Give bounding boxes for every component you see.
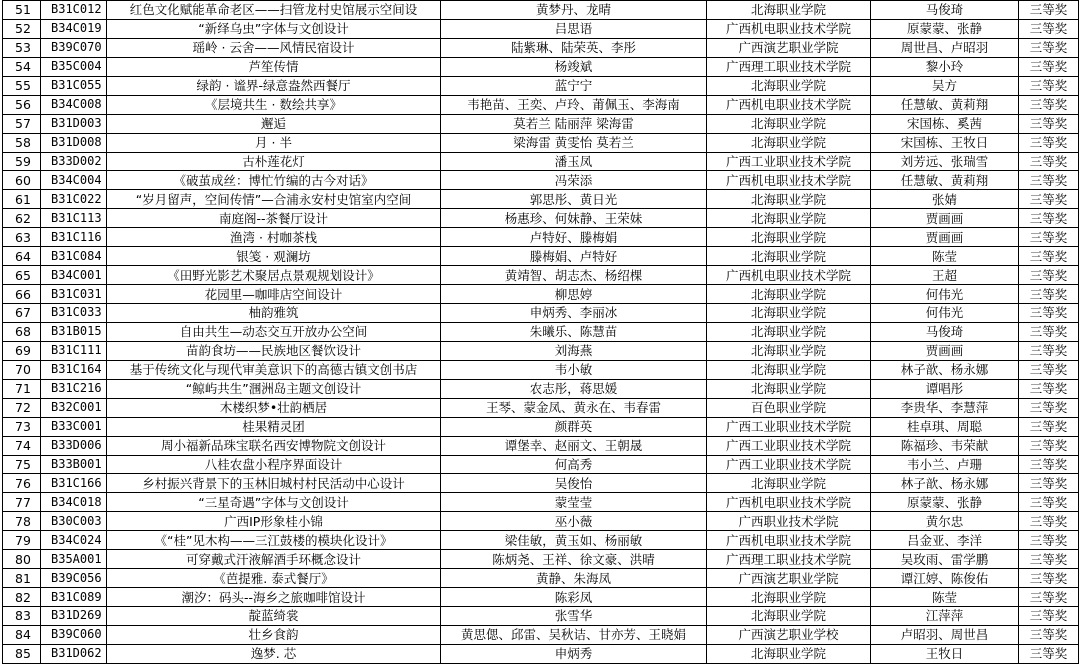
award-level-cell: 三等奖 — [1019, 569, 1079, 588]
authors-cell: 黄梦丹、龙晴 — [441, 1, 707, 20]
table-row — [3, 417, 1079, 436]
entry-code-cell: B31C055 — [41, 76, 107, 95]
work-title-cell: 月 · 半 — [107, 133, 441, 152]
authors-cell: 黄思偲、邱雷、吴秋诘、甘亦芳、王晓娟 — [441, 625, 707, 644]
work-title-cell: 《破茧成丝：博忙竹编的古今对话》 — [107, 171, 441, 190]
award-level-cell: 三等奖 — [1019, 152, 1079, 171]
work-title-cell: “岁月留声，空间传情”—合浦永安村史馆室内空间 — [107, 190, 441, 209]
entry-code-cell: B34C001 — [41, 266, 107, 285]
table-row — [3, 607, 1079, 626]
authors-cell: 滕梅娟、卢特好 — [441, 247, 707, 266]
table-row — [3, 379, 1079, 398]
entry-code-cell: B33C001 — [41, 417, 107, 436]
award-level-cell: 三等奖 — [1019, 474, 1079, 493]
school-cell: 北海职业学院 — [707, 644, 871, 663]
award-level-cell: 三等奖 — [1019, 266, 1079, 285]
row-number-cell: 70 — [3, 360, 41, 379]
row-number-cell: 52 — [3, 19, 41, 38]
table-row — [3, 209, 1079, 228]
entry-code-cell: B31C166 — [41, 474, 107, 493]
entry-code-cell: B34C024 — [41, 531, 107, 550]
award-level-cell: 三等奖 — [1019, 493, 1079, 512]
table-row — [3, 285, 1079, 304]
authors-cell: 农志彤，蒋思媛 — [441, 379, 707, 398]
advisor-cell: 黄尔忠 — [871, 512, 1019, 531]
authors-cell: 何高秀 — [441, 455, 707, 474]
work-title-cell: 银笺 · 观澜坊 — [107, 247, 441, 266]
entry-code-cell: B32C001 — [41, 398, 107, 417]
award-level-cell: 三等奖 — [1019, 417, 1079, 436]
advisor-cell: 陈福珍、韦荣献 — [871, 436, 1019, 455]
row-number-cell: 69 — [3, 341, 41, 360]
advisor-cell: 任慧敏、黄莉翔 — [871, 171, 1019, 190]
entry-code-cell: B39C056 — [41, 569, 107, 588]
authors-cell: 梁佳敏，黄玉如、杨丽敏 — [441, 531, 707, 550]
advisor-cell: 王牧日 — [871, 644, 1019, 663]
authors-cell: 梁海雷 黄雯怡 莫若兰 — [441, 133, 707, 152]
authors-cell: 冯荣添 — [441, 171, 707, 190]
row-number-cell: 75 — [3, 455, 41, 474]
work-title-cell: 桂果精灵团 — [107, 417, 441, 436]
work-title-cell: 苗韵食坊——民族地区餐饮设计 — [107, 341, 441, 360]
table-row — [3, 588, 1079, 607]
work-title-cell: 《“桂”见木构——三江鼓楼的模块化设计》 — [107, 531, 441, 550]
authors-cell: 朱曦乐、陈慧苗 — [441, 322, 707, 341]
entry-code-cell: B31C111 — [41, 341, 107, 360]
school-cell: 广西工业职业技术学院 — [707, 455, 871, 474]
work-title-cell: “鲸屿共生”涠洲岛主题文创设计 — [107, 379, 441, 398]
table-row — [3, 398, 1079, 417]
row-number-cell: 83 — [3, 607, 41, 626]
work-title-cell: 《田野光影艺术聚居点景观规划设计》 — [107, 266, 441, 285]
table-row — [3, 76, 1079, 95]
advisor-cell: 陈莹 — [871, 588, 1019, 607]
row-number-cell: 66 — [3, 285, 41, 304]
entry-code-cell: B33D006 — [41, 436, 107, 455]
school-cell: 北海职业学院 — [707, 474, 871, 493]
school-cell: 广西演艺职业学院 — [707, 38, 871, 57]
work-title-cell: 八桂农盘小程序界面设计 — [107, 455, 441, 474]
authors-cell: 张雪华 — [441, 607, 707, 626]
award-level-cell: 三等奖 — [1019, 436, 1079, 455]
table-row — [3, 550, 1079, 569]
table-row — [3, 95, 1079, 114]
authors-cell: 蓝宁宁 — [441, 76, 707, 95]
authors-cell: 刘海燕 — [441, 341, 707, 360]
work-title-cell: 可穿戴式汗液解酒手环概念设计 — [107, 550, 441, 569]
row-number-cell: 64 — [3, 247, 41, 266]
award-level-cell: 三等奖 — [1019, 398, 1079, 417]
entry-code-cell: B34C019 — [41, 19, 107, 38]
award-level-cell: 三等奖 — [1019, 531, 1079, 550]
row-number-cell: 77 — [3, 493, 41, 512]
school-cell: 北海职业学院 — [707, 304, 871, 323]
school-cell: 北海职业学院 — [707, 76, 871, 95]
work-title-cell: 潮汐：码头--海乡之旅咖啡馆设计 — [107, 588, 441, 607]
school-cell: 广西工业职业技术学院 — [707, 417, 871, 436]
row-number-cell: 58 — [3, 133, 41, 152]
award-level-cell: 三等奖 — [1019, 379, 1079, 398]
table-row — [3, 38, 1079, 57]
advisor-cell: 马俊琦 — [871, 1, 1019, 20]
row-number-cell: 56 — [3, 95, 41, 114]
table-row — [3, 57, 1079, 76]
authors-cell: 黄静、朱海凤 — [441, 569, 707, 588]
school-cell: 北海职业学院 — [707, 607, 871, 626]
entry-code-cell: B31C113 — [41, 209, 107, 228]
award-table — [2, 0, 1079, 664]
work-title-cell: 《芭提雅. 泰式餐厅》 — [107, 569, 441, 588]
authors-cell: 黄靖智、胡志杰、杨绍棵 — [441, 266, 707, 285]
authors-cell: 申炳秀、李丽冰 — [441, 304, 707, 323]
work-title-cell: 渔湾 · 村咖茶栈 — [107, 228, 441, 247]
table-row — [3, 114, 1079, 133]
authors-cell: 巫小薇 — [441, 512, 707, 531]
award-level-cell: 三等奖 — [1019, 38, 1079, 57]
school-cell: 北海职业学院 — [707, 190, 871, 209]
row-number-cell: 84 — [3, 625, 41, 644]
row-number-cell: 53 — [3, 38, 41, 57]
row-number-cell: 59 — [3, 152, 41, 171]
authors-cell: 莫若兰 陆丽萍 梁海雷 — [441, 114, 707, 133]
row-number-cell: 78 — [3, 512, 41, 531]
table-row — [3, 190, 1079, 209]
work-title-cell: 红色文化赋能革命老区——扫管龙村史馆展示空间设 — [107, 1, 441, 20]
work-title-cell: 南庭阁--茶餐厅设计 — [107, 209, 441, 228]
school-cell: 广西演艺职业学校 — [707, 625, 871, 644]
authors-cell: 陆紫琳、陆荣英、李彤 — [441, 38, 707, 57]
award-level-cell: 三等奖 — [1019, 512, 1079, 531]
advisor-cell: 贾画画 — [871, 228, 1019, 247]
award-level-cell: 三等奖 — [1019, 133, 1079, 152]
entry-code-cell: B31B015 — [41, 322, 107, 341]
award-level-cell: 三等奖 — [1019, 209, 1079, 228]
entry-code-cell: B31C084 — [41, 247, 107, 266]
row-number-cell: 54 — [3, 57, 41, 76]
authors-cell: 卢特好、滕梅娟 — [441, 228, 707, 247]
table-row — [3, 341, 1079, 360]
table-row — [3, 171, 1079, 190]
advisor-cell: 周世昌、卢昭羽 — [871, 38, 1019, 57]
row-number-cell: 76 — [3, 474, 41, 493]
table-row — [3, 512, 1079, 531]
table-row — [3, 644, 1079, 663]
work-title-cell: 基于传统文化与现代审美意识下的高德古镇文创书店 — [107, 360, 441, 379]
advisor-cell: 马俊琦 — [871, 322, 1019, 341]
award-level-cell: 三等奖 — [1019, 1, 1079, 20]
authors-cell: 吕思语 — [441, 19, 707, 38]
table-row — [3, 322, 1079, 341]
award-level-cell: 三等奖 — [1019, 190, 1079, 209]
entry-code-cell: B34C018 — [41, 493, 107, 512]
advisor-cell: 吴玫雨、雷学鹏 — [871, 550, 1019, 569]
award-level-cell: 三等奖 — [1019, 304, 1079, 323]
advisor-cell: 吕金亚、李洋 — [871, 531, 1019, 550]
work-title-cell: 古朴莲花灯 — [107, 152, 441, 171]
table-row — [3, 436, 1079, 455]
school-cell: 北海职业学院 — [707, 228, 871, 247]
entry-code-cell: B31D062 — [41, 644, 107, 663]
work-title-cell: “新绎乌虫”字体与文创设计 — [107, 19, 441, 38]
award-level-cell: 三等奖 — [1019, 625, 1079, 644]
school-cell: 广西机电职业技术学院 — [707, 19, 871, 38]
table-row — [3, 531, 1079, 550]
award-level-cell: 三等奖 — [1019, 228, 1079, 247]
entry-code-cell: B35A001 — [41, 550, 107, 569]
authors-cell: 陈彩凤 — [441, 588, 707, 607]
award-level-cell: 三等奖 — [1019, 455, 1079, 474]
row-number-cell: 74 — [3, 436, 41, 455]
award-level-cell: 三等奖 — [1019, 285, 1079, 304]
authors-cell: 谭堡幸、赵丽文、王朝晟 — [441, 436, 707, 455]
school-cell: 广西机电职业技术学院 — [707, 531, 871, 550]
advisor-cell: 陈莹 — [871, 247, 1019, 266]
advisor-cell: 何伟光 — [871, 285, 1019, 304]
entry-code-cell: B30C003 — [41, 512, 107, 531]
authors-cell: 韦小敏 — [441, 360, 707, 379]
award-level-cell: 三等奖 — [1019, 550, 1079, 569]
row-number-cell: 57 — [3, 114, 41, 133]
table-row — [3, 152, 1079, 171]
advisor-cell: 何伟光 — [871, 304, 1019, 323]
work-title-cell: 壮乡食韵 — [107, 625, 441, 644]
school-cell: 北海职业学院 — [707, 322, 871, 341]
school-cell: 广西理工职业技术学院 — [707, 550, 871, 569]
row-number-cell: 62 — [3, 209, 41, 228]
advisor-cell: 贾画画 — [871, 341, 1019, 360]
work-title-cell: 绿韵 · 谧界-绿意盎然西餐厅 — [107, 76, 441, 95]
advisor-cell: 黎小玲 — [871, 57, 1019, 76]
school-cell: 北海职业学院 — [707, 588, 871, 607]
entry-code-cell: B31C022 — [41, 190, 107, 209]
work-title-cell: 广西IP形象桂小锦 — [107, 512, 441, 531]
table-row — [3, 19, 1079, 38]
authors-cell: 陈炳尧、王祥、徐文豪、洪晴 — [441, 550, 707, 569]
table-row — [3, 455, 1079, 474]
table-row — [3, 304, 1079, 323]
advisor-cell: 韦小兰、卢珊 — [871, 455, 1019, 474]
entry-code-cell: B39C070 — [41, 38, 107, 57]
school-cell: 广西演艺职业学院 — [707, 569, 871, 588]
school-cell: 北海职业学院 — [707, 247, 871, 266]
advisor-cell: 李贵华、李慧萍 — [871, 398, 1019, 417]
school-cell: 广西机电职业技术学院 — [707, 95, 871, 114]
authors-cell: 王琴、蒙金凤、黄永在、韦春雷 — [441, 398, 707, 417]
advisor-cell: 谭江婷、陈俊佑 — [871, 569, 1019, 588]
table-row — [3, 228, 1079, 247]
advisor-cell: 吴方 — [871, 76, 1019, 95]
authors-cell: 颜群英 — [441, 417, 707, 436]
school-cell: 广西职业技术学院 — [707, 512, 871, 531]
work-title-cell: 自由共生—动态交互开放办公空间 — [107, 322, 441, 341]
award-level-cell: 三等奖 — [1019, 644, 1079, 663]
award-level-cell: 三等奖 — [1019, 588, 1079, 607]
school-cell: 北海职业学院 — [707, 114, 871, 133]
advisor-cell: 宋国栋、王牧日 — [871, 133, 1019, 152]
school-cell: 北海职业学院 — [707, 1, 871, 20]
school-cell: 广西工业职业技术学院 — [707, 436, 871, 455]
row-number-cell: 60 — [3, 171, 41, 190]
entry-code-cell: B39C060 — [41, 625, 107, 644]
school-cell: 北海职业学院 — [707, 133, 871, 152]
authors-cell: 郭思彤、黄日光 — [441, 190, 707, 209]
school-cell: 广西机电职业技术学院 — [707, 493, 871, 512]
advisor-cell: 张婧 — [871, 190, 1019, 209]
entry-code-cell: B31C116 — [41, 228, 107, 247]
award-level-cell: 三等奖 — [1019, 19, 1079, 38]
table-row — [3, 360, 1079, 379]
table-row — [3, 1, 1079, 20]
school-cell: 广西机电职业技术学院 — [707, 266, 871, 285]
award-level-cell: 三等奖 — [1019, 247, 1079, 266]
table-row — [3, 493, 1079, 512]
table-row — [3, 625, 1079, 644]
award-level-cell: 三等奖 — [1019, 607, 1079, 626]
entry-code-cell: B31C164 — [41, 360, 107, 379]
school-cell: 北海职业学院 — [707, 209, 871, 228]
entry-code-cell: B31D003 — [41, 114, 107, 133]
entry-code-cell: B35C004 — [41, 57, 107, 76]
award-level-cell: 三等奖 — [1019, 171, 1079, 190]
row-number-cell: 82 — [3, 588, 41, 607]
authors-cell: 吴俊怡 — [441, 474, 707, 493]
work-title-cell: 木楼织梦•壮韵栖居 — [107, 398, 441, 417]
authors-cell: 韦艳苗、王奕、卢玲、莆佩玉、李海南 — [441, 95, 707, 114]
table-row — [3, 266, 1079, 285]
advisor-cell: 贾画画 — [871, 209, 1019, 228]
table-row — [3, 133, 1079, 152]
row-number-cell: 80 — [3, 550, 41, 569]
advisor-cell: 林子歆、杨永娜 — [871, 360, 1019, 379]
entry-code-cell: B31D008 — [41, 133, 107, 152]
advisor-cell: 任慧敏、黄莉翔 — [871, 95, 1019, 114]
work-title-cell: 邂逅 — [107, 114, 441, 133]
row-number-cell: 72 — [3, 398, 41, 417]
row-number-cell: 65 — [3, 266, 41, 285]
row-number-cell: 85 — [3, 644, 41, 663]
entry-code-cell: B31C031 — [41, 285, 107, 304]
authors-cell: 杨惠珍、何妹静、王荣妹 — [441, 209, 707, 228]
entry-code-cell: B31C033 — [41, 304, 107, 323]
award-table-body — [3, 1, 1079, 664]
row-number-cell: 63 — [3, 228, 41, 247]
row-number-cell: 67 — [3, 304, 41, 323]
authors-cell: 潘玉凤 — [441, 152, 707, 171]
school-cell: 北海职业学院 — [707, 285, 871, 304]
work-title-cell: 靛蓝绮裳 — [107, 607, 441, 626]
row-number-cell: 51 — [3, 1, 41, 20]
row-number-cell: 71 — [3, 379, 41, 398]
row-number-cell: 79 — [3, 531, 41, 550]
entry-code-cell: B34C004 — [41, 171, 107, 190]
authors-cell: 申炳秀 — [441, 644, 707, 663]
advisor-cell: 江萍萍 — [871, 607, 1019, 626]
work-title-cell: 《层境共生 · 数绘共享》 — [107, 95, 441, 114]
school-cell: 北海职业学院 — [707, 379, 871, 398]
row-number-cell: 68 — [3, 322, 41, 341]
school-cell: 广西机电职业技术学院 — [707, 171, 871, 190]
work-title-cell: 周小福新品珠宝联名西安博物院文创设计 — [107, 436, 441, 455]
authors-cell: 柳思婷 — [441, 285, 707, 304]
advisor-cell: 王超 — [871, 266, 1019, 285]
row-number-cell: 61 — [3, 190, 41, 209]
advisor-cell: 刘芳远、张瑞雪 — [871, 152, 1019, 171]
award-level-cell: 三等奖 — [1019, 76, 1079, 95]
entry-code-cell: B31C012 — [41, 1, 107, 20]
work-title-cell: 花园里—咖啡店空间设计 — [107, 285, 441, 304]
work-title-cell: 乡村振兴背景下的玉林旧城村村民活动中心设计 — [107, 474, 441, 493]
table-row — [3, 247, 1079, 266]
award-level-cell: 三等奖 — [1019, 95, 1079, 114]
row-number-cell: 73 — [3, 417, 41, 436]
award-level-cell: 三等奖 — [1019, 360, 1079, 379]
work-title-cell: “三星奇遇”字体与文创设计 — [107, 493, 441, 512]
school-cell: 广西工业职业技术学院 — [707, 152, 871, 171]
entry-code-cell: B34C008 — [41, 95, 107, 114]
entry-code-cell: B31D269 — [41, 607, 107, 626]
table-row — [3, 474, 1079, 493]
school-cell: 北海职业学院 — [707, 360, 871, 379]
school-cell: 百色职业学院 — [707, 398, 871, 417]
advisor-cell: 宋国栋、奚茜 — [871, 114, 1019, 133]
authors-cell: 杨竣斌 — [441, 57, 707, 76]
authors-cell: 蒙莹莹 — [441, 493, 707, 512]
work-title-cell: 逸梦. 芯 — [107, 644, 441, 663]
award-level-cell: 三等奖 — [1019, 114, 1079, 133]
work-title-cell: 芦笙传情 — [107, 57, 441, 76]
award-level-cell: 三等奖 — [1019, 322, 1079, 341]
school-cell: 广西理工职业技术学院 — [707, 57, 871, 76]
advisor-cell: 桂卓琪、周聪 — [871, 417, 1019, 436]
award-level-cell: 三等奖 — [1019, 341, 1079, 360]
table-row — [3, 569, 1079, 588]
entry-code-cell: B31C089 — [41, 588, 107, 607]
entry-code-cell: B33B001 — [41, 455, 107, 474]
row-number-cell: 55 — [3, 76, 41, 95]
work-title-cell: 瑶岭 · 云舍——风情民宿设计 — [107, 38, 441, 57]
advisor-cell: 原蒙蒙、张静 — [871, 19, 1019, 38]
row-number-cell: 81 — [3, 569, 41, 588]
entry-code-cell: B31C216 — [41, 379, 107, 398]
award-level-cell: 三等奖 — [1019, 57, 1079, 76]
advisor-cell: 林子歆、杨永娜 — [871, 474, 1019, 493]
advisor-cell: 原蒙蒙、张静 — [871, 493, 1019, 512]
advisor-cell: 卢昭羽、周世昌 — [871, 625, 1019, 644]
work-title-cell: 柚韵雅筑 — [107, 304, 441, 323]
advisor-cell: 谭唱彤 — [871, 379, 1019, 398]
entry-code-cell: B33D002 — [41, 152, 107, 171]
school-cell: 北海职业学院 — [707, 341, 871, 360]
